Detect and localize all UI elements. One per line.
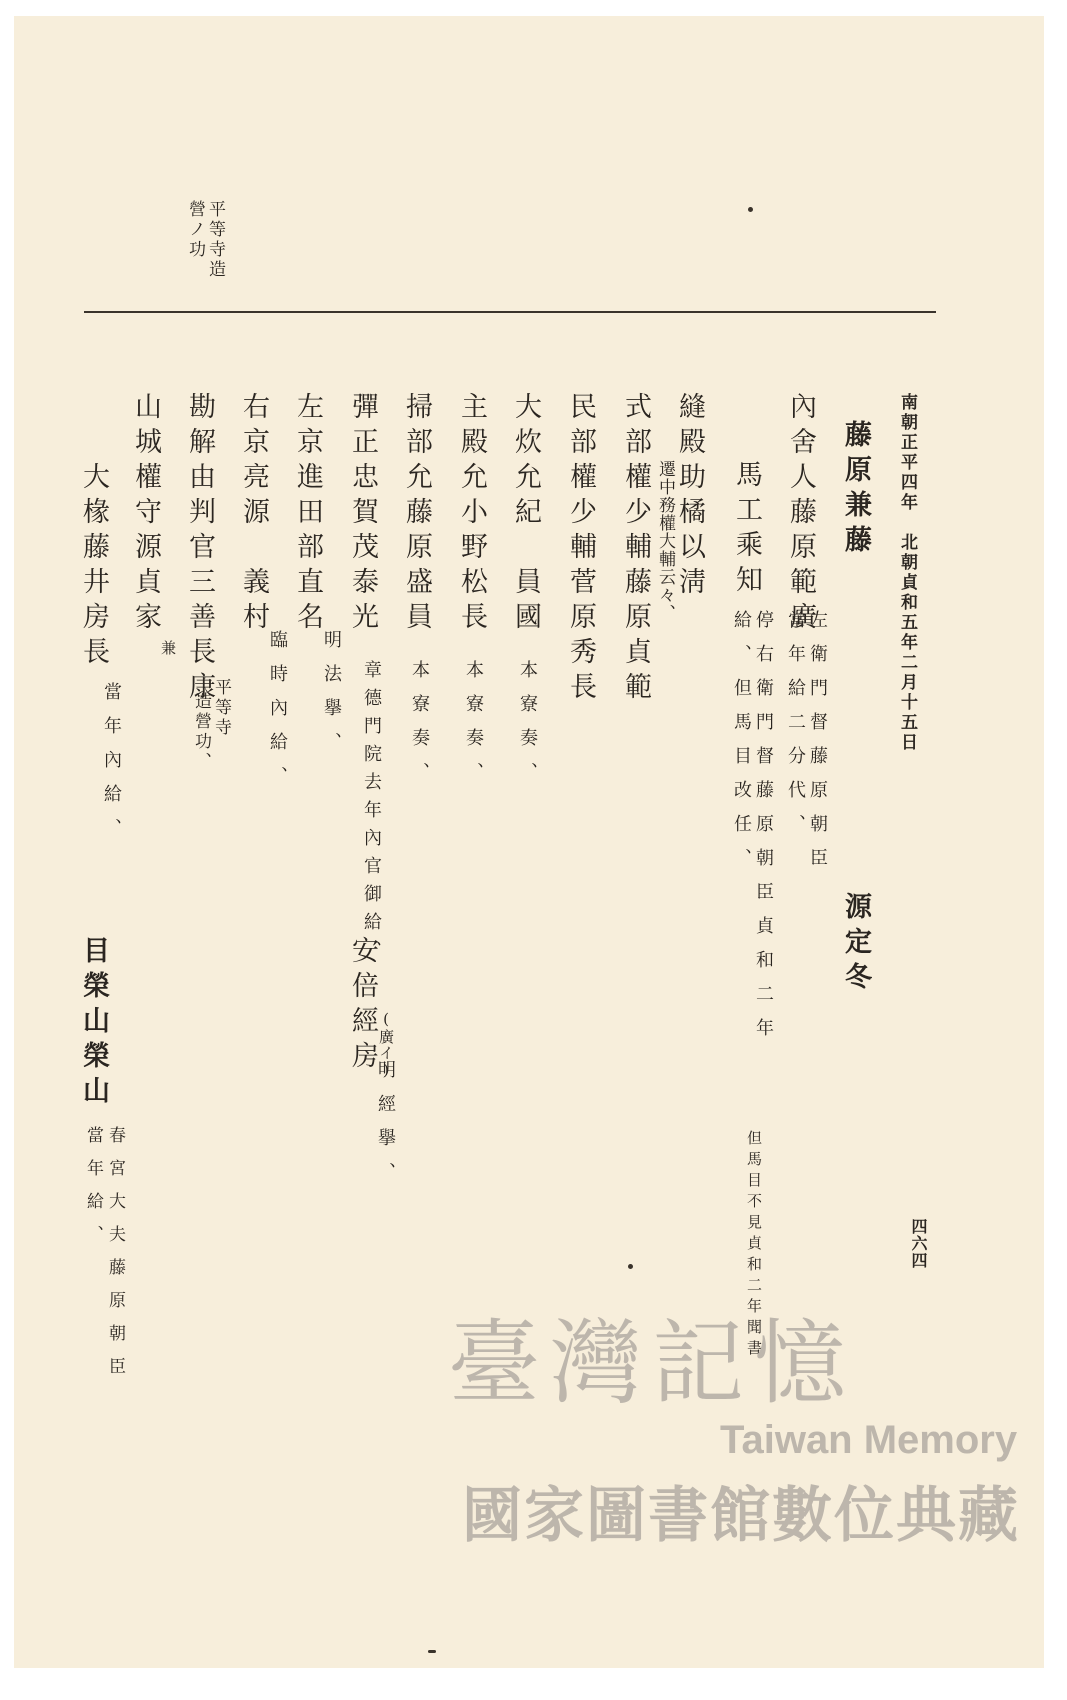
note-shikibu: 遷中務權大輔云々、 [655,460,675,622]
note-kageyu-1: 平等寺 [211,678,231,738]
entry-udoneri: 內舍人藤原範廣 [785,392,816,637]
note-udoneri-1: 左衛門督藤原朝臣 [807,610,828,882]
entry-shikibu: 式部權少輔藤原貞範 [620,392,651,707]
horizontal-rule [84,311,936,313]
entry-nuidono: 縫殿助橘以淸 [674,392,705,602]
note-ma-kushi-1: 停右衛門督藤原朝臣貞和二年 [753,610,774,1052]
note-daijo: 當年內給、 [101,682,122,852]
entry-ukyo: 右京亮源 義村 [238,392,269,637]
ink-speck [428,1650,436,1653]
entry-abe-tsunefusa: 安倍經房 [347,936,378,1076]
note-ooi: 本寮奏、 [517,660,538,796]
entry-kamon: 掃部允藤原盛員 [401,392,432,637]
note-ukyo: 臨時內給、 [267,630,288,800]
entry-daijo: 大椽藤井房長 [78,462,109,672]
note-sakyo: 明法擧、 [321,630,342,766]
note-tonomo: 本寮奏、 [463,660,484,796]
note-sakan-2: 當年給、 [83,1126,103,1258]
note-sakan-1: 春宮大夫藤原朝臣 [105,1126,125,1390]
ink-speck [748,207,753,212]
note-tajima: 但馬目不見貞和二年聞書 [745,1130,763,1361]
page-number: 四六四 [909,1218,928,1269]
entry-ma-kushi: 馬工乘知 [731,460,762,600]
watermark-title: 臺灣記憶 [448,1310,857,1417]
note-danjo: 章德門院去年內官御給、 [361,660,382,968]
entry-danjo: 彈正忠賀茂泰光 [347,392,378,637]
entry-sakyo: 左京進田部直名 [292,392,323,637]
note-udoneri-2: 當年給二分代、 [785,610,806,848]
note-kageyu-2: 造營功、 [191,692,211,772]
note-abe-variant: (廣イ) [377,1010,395,1080]
entry-minbu: 民部權少輔菅原秀長 [565,392,596,707]
note-yamashiro: 兼 [159,640,177,661]
note-ma-kushi-2: 給、但馬目改任、 [731,610,752,882]
top-note-line-1: 平等寺造 [205,200,225,280]
watermark-institution: 國家圖書館數位典藏 [462,1481,1020,1551]
entry-kageyu: 勘解由判官三善長康 [184,392,215,707]
entry-tonomo: 主殿允小野松長 [456,392,487,637]
watermark-english: Taiwan Memory [720,1418,1018,1462]
entry-fujiwara-kanefuji: 藤原兼藤 [840,420,871,560]
note-kamon: 本寮奏、 [409,660,430,796]
ink-speck [628,1264,633,1269]
entry-yamashiro: 山城權守源貞家 [130,392,161,637]
entry-sakan: 目榮山榮山 [78,936,109,1111]
entry-ooi: 大炊允紀 員國 [510,392,541,637]
note-abe: 明經擧、 [375,1060,396,1196]
top-note-line-2: 營ノ功 [185,200,205,260]
page-header: 南朝正平四年 北朝貞和五年二月十五日 [897,393,917,753]
entry-minamoto-sadafuyu: 源定冬 [840,892,871,997]
